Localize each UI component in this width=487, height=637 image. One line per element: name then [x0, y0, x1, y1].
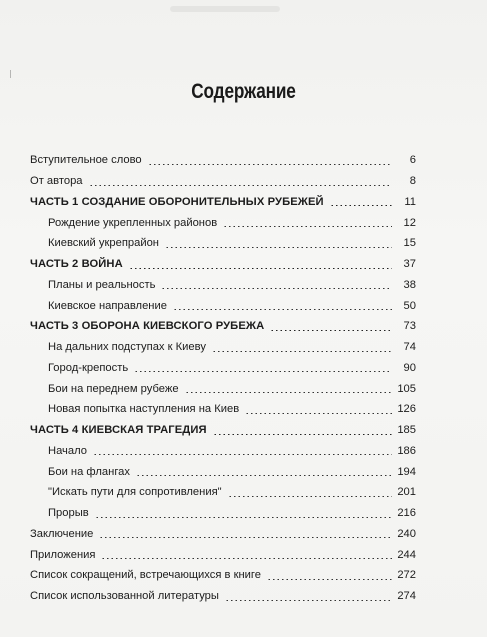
- toc-entry-label: Список использованной литературы: [30, 590, 219, 603]
- toc-entry-label: Новая попытка наступления на Киев: [48, 403, 240, 416]
- toc-page-number: 38: [403, 278, 416, 291]
- toc-dot-leader: [101, 558, 392, 559]
- toc-dot-leader: [185, 392, 392, 393]
- toc-entry: [30, 544, 416, 565]
- toc-entry: [30, 482, 416, 503]
- toc-dot-leader: [228, 496, 392, 497]
- toc-entry: [30, 503, 416, 524]
- toc-part-heading: [30, 316, 416, 337]
- toc-entry-label: ЧАСТЬ 1 СОЗДАНИЕ ОБОРОНИТЕЛЬНЫХ РУБЕЖЕЙ: [30, 195, 324, 208]
- toc-entry-label: ЧАСТЬ 2 ВОЙНА: [30, 258, 123, 271]
- toc-entry-label: Заключение: [30, 527, 94, 540]
- toc-dot-leader: [148, 164, 392, 165]
- toc-entry-label: Киевский укрепрайон: [48, 237, 159, 250]
- toc-entry: [30, 586, 416, 607]
- toc-dot-leader: [99, 537, 392, 538]
- toc-page-number: 274: [397, 590, 416, 603]
- toc-entry: [30, 171, 416, 192]
- toc-entry-label: Город-крепость: [48, 361, 129, 374]
- toc-entry-label: ЧАСТЬ 4 КИЕВСКАЯ ТРАГЕДИЯ: [30, 424, 207, 437]
- running-header-smudge: [170, 6, 280, 12]
- toc-dot-leader: [267, 579, 392, 580]
- toc-entry-label: На дальних подступах к Киеву: [48, 341, 206, 354]
- toc-entry-label: Вступительное слово: [30, 154, 142, 167]
- toc-entry-label: "Искать пути для сопротивления": [48, 486, 222, 499]
- toc-entry-label: Начало: [48, 444, 87, 457]
- toc-page-number: 50: [403, 299, 416, 312]
- toc-entry: [30, 378, 416, 399]
- toc-entry-label: Планы и реальность: [48, 278, 156, 291]
- toc-page-number: 90: [403, 361, 416, 374]
- toc-dot-leader: [93, 454, 392, 455]
- toc-dot-leader: [213, 434, 392, 435]
- toc-entry: [30, 212, 416, 233]
- toc-entry-label: Приложения: [30, 548, 96, 561]
- toc-page-number: 126: [397, 403, 416, 416]
- toc-entry-label: Рождение укрепленных районов: [48, 216, 218, 229]
- toc-entry: [30, 461, 416, 482]
- toc-entry: [30, 399, 416, 420]
- toc-part-heading: [30, 254, 416, 275]
- toc-entry-label: Киевское направление: [48, 299, 167, 312]
- toc-page-number: 272: [397, 569, 416, 582]
- toc-entry: [30, 358, 416, 379]
- toc-dot-leader: [89, 185, 392, 186]
- toc-page-number: 185: [397, 424, 416, 437]
- toc-entry: [30, 565, 416, 586]
- toc-entry: [30, 275, 416, 296]
- toc-dot-leader: [129, 268, 392, 269]
- toc-page-number: 186: [397, 444, 416, 457]
- toc-entry: [30, 150, 416, 171]
- toc-page-number: 73: [403, 320, 416, 333]
- toc-dot-leader: [270, 330, 392, 331]
- toc-dot-leader: [165, 247, 392, 248]
- toc-entry-label: Бои на флангах: [48, 465, 130, 478]
- toc-page-number: 194: [397, 465, 416, 478]
- toc-dot-leader: [225, 600, 392, 601]
- table-of-contents: [30, 150, 416, 607]
- toc-entry-label: ЧАСТЬ 3 ОБОРОНА КИЕВСКОГО РУБЕЖА: [30, 320, 265, 333]
- toc-dot-leader: [134, 371, 392, 372]
- toc-dot-leader: [161, 288, 392, 289]
- toc-entry-label: Список сокращений, встречающихся в книге: [30, 569, 261, 582]
- toc-page-number: 37: [403, 258, 416, 271]
- toc-page-number: 74: [403, 341, 416, 354]
- toc-entry: [30, 441, 416, 462]
- toc-dot-leader: [245, 413, 392, 414]
- toc-entry: [30, 337, 416, 358]
- toc-page-number: 8: [409, 175, 416, 188]
- toc-entry-label: От автора: [30, 175, 83, 188]
- toc-page-number: 240: [397, 527, 416, 540]
- toc-page-number: 11: [404, 195, 416, 208]
- toc-page-number: 244: [397, 548, 416, 561]
- toc-dot-leader: [330, 205, 392, 206]
- toc-page-number: 12: [403, 216, 416, 229]
- toc-dot-leader: [223, 226, 392, 227]
- toc-dot-leader: [173, 309, 392, 310]
- page-title: Содержание: [191, 80, 296, 103]
- toc-page-number: 15: [403, 237, 416, 250]
- toc-page-number: 105: [397, 382, 416, 395]
- margin-mark: [10, 70, 11, 78]
- toc-entry: [30, 524, 416, 545]
- toc-part-heading: [30, 192, 416, 213]
- toc-entry-label: Прорыв: [48, 507, 89, 520]
- toc-part-heading: [30, 420, 416, 441]
- toc-page-number: 201: [397, 486, 416, 499]
- toc-dot-leader: [212, 351, 392, 352]
- toc-page-number: 6: [409, 154, 416, 167]
- toc-entry: [30, 233, 416, 254]
- toc-entry-label: Бои на переднем рубеже: [48, 382, 179, 395]
- toc-page-number: 216: [397, 507, 416, 520]
- toc-dot-leader: [95, 517, 392, 518]
- toc-entry: [30, 295, 416, 316]
- toc-dot-leader: [136, 475, 392, 476]
